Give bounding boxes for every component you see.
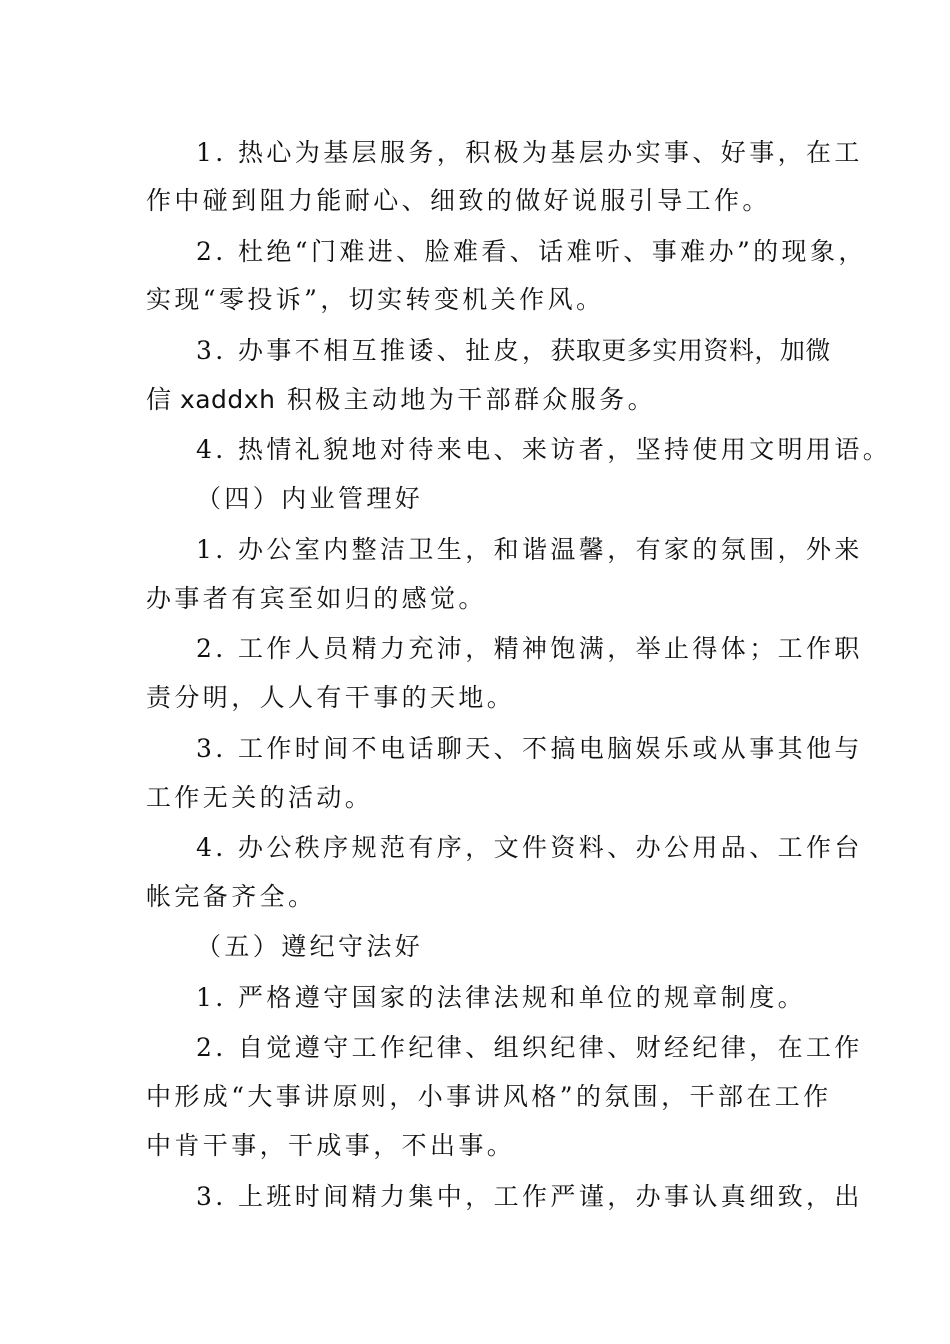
paragraph-line: 3. 上班时间精力集中，工作严谨，办事认真细致，出 xyxy=(196,1182,863,1211)
paragraph-line: 4. 热情礼貌地对待来电、来访者，坚持使用文明用语。 xyxy=(196,435,892,464)
paragraph-line: 作中碰到阻力能耐心、细致的做好说服引导工作。 xyxy=(146,186,771,215)
watermark-ad-text: 信 xaddxh xyxy=(146,385,276,414)
paragraph-line: 中肯干事，干成事，不出事。 xyxy=(146,1131,516,1160)
paragraph-line: 2. 杜绝“门难进、脸难看、话难听、事难办”的现象， xyxy=(196,237,867,266)
paragraph-line xyxy=(146,385,656,415)
paragraph-text: 积极主动地为干部群众服务。 xyxy=(286,385,657,414)
section-heading: （五）遵纪守法好 xyxy=(196,932,424,961)
paragraph-line: 责分明，人人有干事的天地。 xyxy=(146,683,516,712)
paragraph-line: 2. 自觉遵守工作纪律、组织纪律、财经纪律，在工作 xyxy=(196,1033,863,1062)
paragraph-line: 工作无关的活动。 xyxy=(146,783,374,812)
section-heading: （四）内业管理好 xyxy=(196,484,424,513)
paragraph-line: 中形成“大事讲原则，小事讲风格”的氛围，干部在工作 xyxy=(146,1082,832,1111)
paragraph-text: 3. 办事不相互推诿、扯皮， xyxy=(196,336,551,365)
paragraph-line: 2. 工作人员精力充沛，精神饱满，举止得体；工作职 xyxy=(196,634,863,663)
paragraph-line: 实现“零投诉”，切实转变机关作风。 xyxy=(146,285,605,314)
paragraph-line: 3. 工作时间不电话聊天、不搞电脑娱乐或从事其他与 xyxy=(196,734,863,763)
paragraph-line: 4. 办公秩序规范有序，文件资料、办公用品、工作台 xyxy=(196,833,863,862)
paragraph-line xyxy=(196,336,831,366)
paragraph-line: 1. 办公室内整洁卫生，和谐温馨，有家的氛围，外来 xyxy=(196,535,863,564)
paragraph-line: 办事者有宾至如归的感觉。 xyxy=(146,584,487,613)
paragraph-line: 1. 热心为基层服务，积极为基层办实事、好事，在工 xyxy=(196,138,863,167)
paragraph-line: 帐完备齐全。 xyxy=(146,882,317,911)
paragraph-line: 1. 严格遵守国家的法律法规和单位的规章制度。 xyxy=(196,983,807,1012)
watermark-ad-text: 获取更多实用资料，加微 xyxy=(550,336,831,365)
